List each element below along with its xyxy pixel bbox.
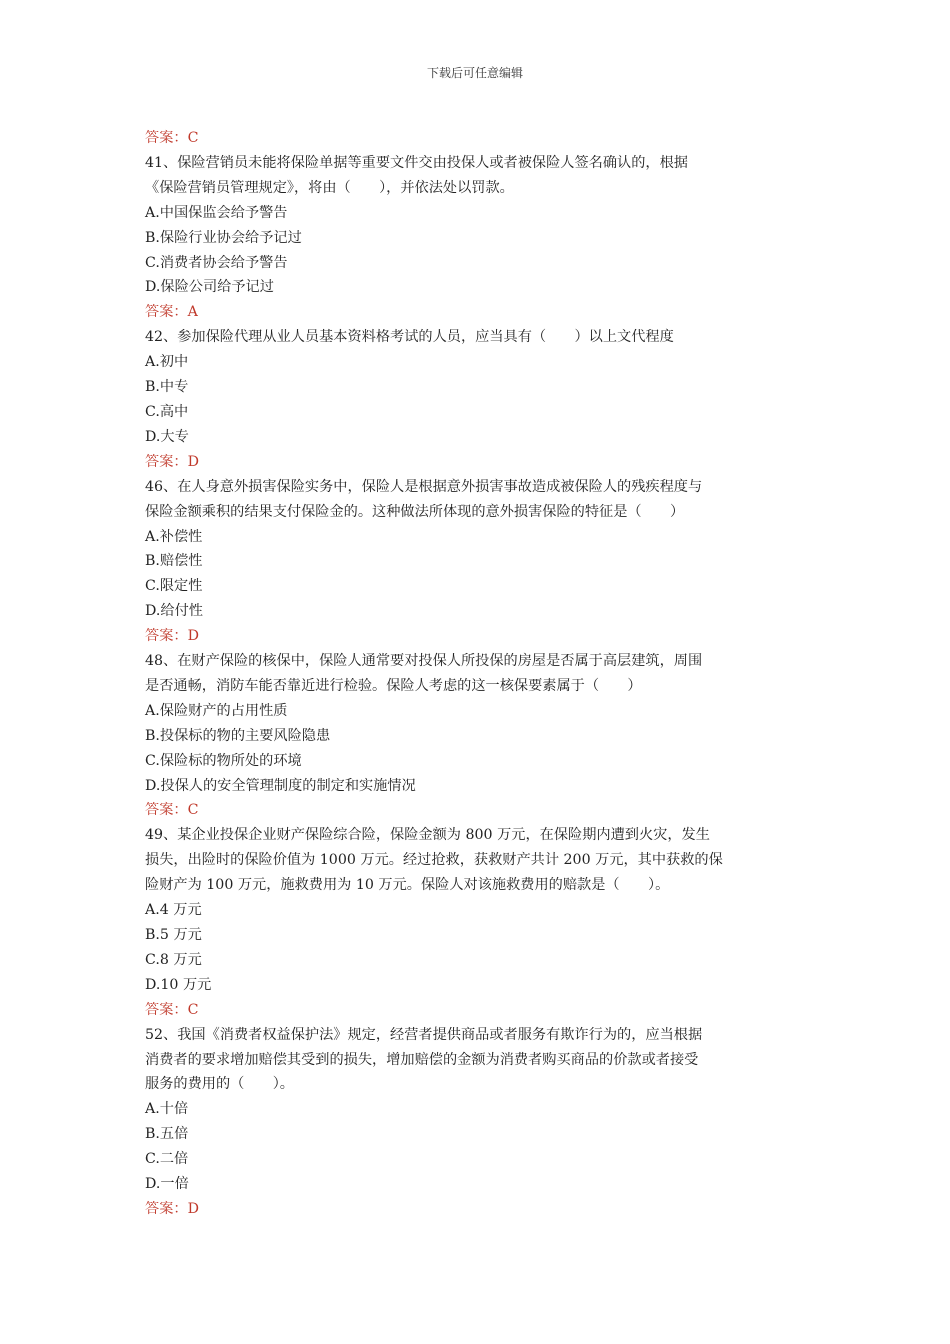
question-text: 险财产为 100 万元，施救费用为 10 万元。保险人对该施救费用的赔款是（ ）。 (145, 877, 670, 894)
question-block (145, 823, 810, 1022)
question-block (145, 475, 810, 649)
option-b: B.5 万元 (145, 927, 202, 943)
option-a: A.初中 (145, 354, 189, 371)
question-block (145, 325, 810, 474)
option-b: B.五倍 (145, 1126, 189, 1143)
option-d: D.一倍 (145, 1176, 189, 1193)
option-c: C.限定性 (145, 578, 203, 595)
question-block (145, 151, 810, 325)
option-d: D.给付性 (145, 603, 203, 620)
option-c: C.高中 (145, 403, 189, 420)
question-text: 服务的费用的（ ）。 (145, 1076, 294, 1093)
question-text: 42、参加保险代理从业人员基本资料格考试的人员，应当具有（ ）以上文代程度 (145, 329, 674, 346)
option-b: B.保险行业协会给予记过 (145, 229, 302, 246)
option-a: A.补偿性 (145, 528, 203, 545)
option-a: A.4 万元 (145, 902, 202, 919)
answer-line: 答案：C (145, 802, 199, 819)
question-block (145, 649, 810, 823)
option-a: A.十倍 (145, 1101, 189, 1118)
answer-line: 答案：C (145, 130, 199, 146)
option-a: A.中国保监会给予警告 (145, 204, 288, 221)
answer-line: 答案：A (145, 304, 198, 321)
option-c: C.二倍 (145, 1151, 189, 1168)
question-text: 48、在财产保险的核保中，保险人通常要对投保人所投保的房屋是否属于高层建筑，周围 (145, 653, 703, 670)
question-text: 52、我国《消费者权益保护法》规定，经营者提供商品或者服务有欺诈行为的，应当根据 (145, 1026, 703, 1043)
option-d: D.10 万元 (145, 976, 212, 993)
option-d: D.保险公司给予记过 (145, 279, 274, 296)
option-b: B.中专 (145, 379, 189, 396)
question-text: 41、保险营销员未能将保险单据等重要文件交由投保人或者被保险人签名确认的，根据 (145, 154, 688, 171)
option-b: B.投保标的物的主要风险隐患 (145, 727, 331, 744)
option-c: C.保险标的物所处的环境 (145, 752, 302, 769)
option-a: A.保险财产的占用性质 (145, 702, 288, 719)
page-header: 下载后可任意编辑 (426, 66, 523, 80)
question-text: 46、在人身意外损害保险实务中，保险人是根据意外损害事故造成被保险人的残疾程度与 (145, 478, 703, 495)
question-text: 保险金额乘积的结果支付保险金的。这种做法所体现的意外损害保险的特征是（ ） (145, 503, 685, 520)
question-text: 49、某企业投保企业财产保险综合险，保险金额为 800 万元，在保险期内遭到火灾，发生 (145, 827, 710, 844)
answer-line: 答案：D (145, 628, 199, 645)
option-c: C.消费者协会给予警告 (145, 254, 288, 271)
answer-line: 答案：D (145, 453, 199, 470)
answer-line: 答案：C (145, 1001, 199, 1018)
option-d: D.大专 (145, 428, 189, 445)
option-c: C.8 万元 (145, 951, 202, 968)
question-text: 消费者的要求增加赔偿其受到的损失，增加赔偿的金额为消费者购买商品的价款或者接受 (145, 1051, 699, 1068)
option-b: B.赔偿性 (145, 553, 203, 570)
option-d: D.投保人的安全管理制度的制定和实施情况 (145, 777, 416, 794)
question-list (145, 126, 810, 1222)
question-block (145, 1023, 810, 1222)
answer-line: 答案：D (145, 1200, 199, 1217)
question-text: 是否通畅，消防车能否靠近进行检验。保险人考虑的这一核保要素属于（ ） (145, 677, 642, 694)
question-text: 损失，出险时的保险价值为 1000 万元。经过抢救，获救财产共计 200 万元，其中获救的保 (145, 852, 723, 869)
question-text: 《保险营销员管理规定》，将由（ ），并依法处以罚款。 (145, 179, 514, 196)
